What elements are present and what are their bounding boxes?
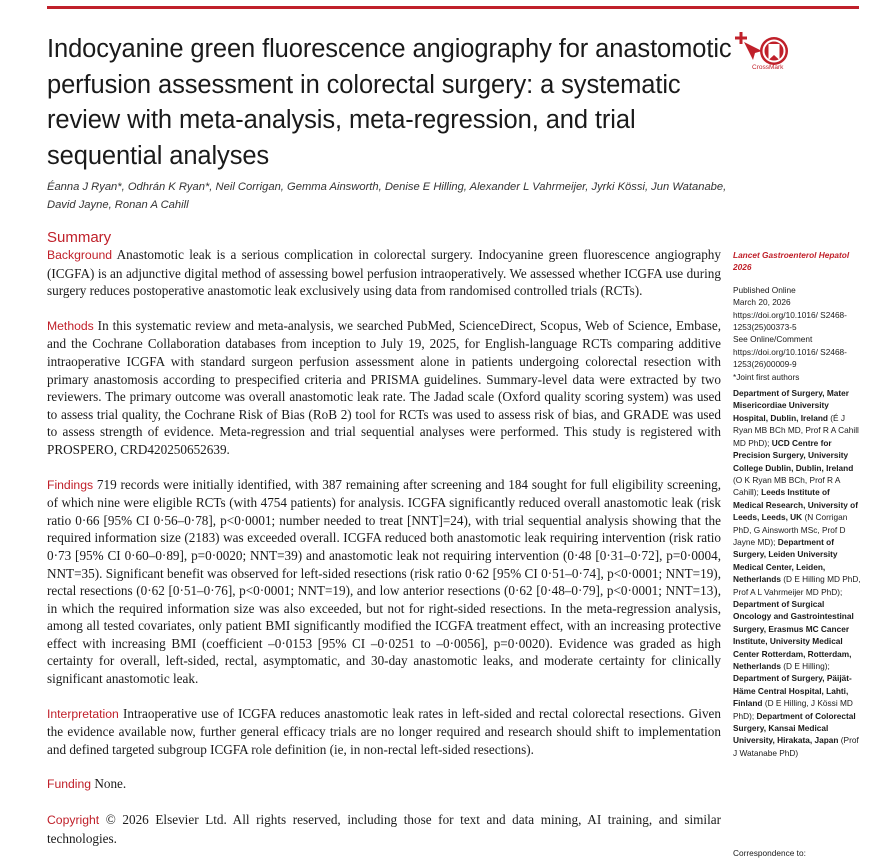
crossmark-label: CrossMark <box>752 64 784 71</box>
journal-citation: Lancet Gastroenterol Hepatol 2026 <box>733 250 850 273</box>
affiliation-institution: Department of Surgical Oncology and Gastrointestinal Surgery, Erasmus MC Cancer Institute, University Medical Center Rotterdam, Rotterdam, Netherlands <box>733 598 854 671</box>
sidebar <box>733 249 861 858</box>
section-label: Interpretation <box>47 706 119 721</box>
funding-section <box>47 775 721 794</box>
section-text: Intraoperative use of ICGFA reduces anastomotic leak rates in left-sided and rectal colorectal resections. Given the evidence available now, further general efficacy trials are no longer required and research should shift to implementation and defined targeted subgroup ICGFA role definition (ie, in non-rectal left-sided resections). <box>47 705 721 757</box>
affiliation-people: (N Corrigan PhD, G Ainsworth MSc, Prof D Jayne MD); <box>733 512 848 547</box>
methods-section <box>47 317 721 459</box>
authors-line: David Jayne, Ronan A Cahill <box>47 199 189 211</box>
section-label: Findings <box>47 477 94 492</box>
section-text: 719 records were initially identified, with 387 remaining after screening and 184 sought for full eligibility screening, of which nine were eligible RCTs (with 4754 patients) for analysis. ICGFA significantly reduced overall anastomotic leak (risk ratio 0·66 [95% CI 0·56–0·78], p<0·0001; number needed to treat [NNT]=24), with trial sequential analysis showing that the required information size (2183) was exceeded overall. ICGFA reduced both anastomotic leak requiring intervention (risk ratio 0·73 [95% CI 0·60–0·89], p=0·0020; NNT=39) and anastomotic leak not requiring intervention (0·48 [0·31–0·72], p=0·0004, NNT=35). Significant benefit was observed for left-sided resections (risk ratio 0·62 [95% CI 0·51–0·74], p<0·0001; NNT=19), rectal resections (0·62 [0·51–0·76], p<0·0001; NNT=19), and low anterior resections (0·62 [0·48–0·79], p<0·0001; NNT=13), in which the required information size was also exceeded, but not for right-sided resections. In the meta-regression analysis, among all tested covariates, only patient BMI significantly modified the ICGFA treatment effect, with an increasing protective effect with increasing BMI (coefficient –0·0153 [95% CI –0·0251 to –0·0056], p=0·0020). Evidence was graded as high certainty for overall, left-sided, rectal, asymptomatic, and 30-day anastomotic leaks, and moderate certainty for clinically significant anastomotic leak. <box>47 476 722 687</box>
affiliation-people: (O K Ryan MB BCh, Prof R A Cahill); <box>733 474 840 498</box>
joint-first-note: *Joint first authors <box>733 371 800 382</box>
section-text: © 2026 Elsevier Ltd. All rights reserved, including those for text and data mining, AI training, and similar technologies. <box>47 812 721 846</box>
authors-line: Éanna J Ryan*, Odhrán K Ryan*, Neil Corrigan, Gemma Ainsworth, Denise E Hilling, Alexander L Vahrmeijer, Jyrki Kössi, Jun Watanabe, <box>47 181 727 193</box>
section-text: None. <box>94 776 127 792</box>
top-rule <box>47 6 859 9</box>
copyright-section <box>47 811 721 847</box>
abstract-body <box>47 246 721 847</box>
affiliation-people: (Prof J Watanabe PhD) <box>733 735 859 758</box>
section-label: Funding <box>47 777 92 792</box>
interpretation-section <box>47 705 721 759</box>
correspondence-label: Correspondence to: <box>733 848 806 858</box>
affiliation-institution: Department of Colorectal Surgery, Kansai Medical University, Hirakata, Japan <box>733 710 856 746</box>
section-label: Copyright <box>47 813 100 828</box>
section-text: Anastomotic leak is a serious complication in colorectal surgery. Indocyanine green fluorescence angiography (ICGFA) is an adjunctive digital method of assessing bowel perfusion intraoperatively. We assessed whether ICGFA use during surgery reduces postoperative anastomotic leak exclusively using data from randomised controlled trials (RCTs). <box>47 247 721 299</box>
affiliation-institution: Department of Surgery, Leiden University Medical Center, Leiden, Netherlands <box>733 536 838 585</box>
affiliation-people: (É J Ryan MB BCh MD, Prof R A Cahill MD PhD); <box>733 412 859 448</box>
section-text: In this systematic review and meta-analysis, we searched PubMed, ScienceDirect, Scopus, Web of Science, Embase, and the Cochrane Collaboration databases from inception to July 19, 2025, for English-language RCTs comparing additive intraoperative ICGFA with standard surgeon perfusion assessment alone in patients undergoing colorectal resection with primary anastomosis according to prespecified criteria and PRISMA guidelines. Summary-level data were extracted by two reviewers. The primary outcome was overall anastomotic leak rate. The Jadad scale (Oxford quality scoring system) was used to assess trial quality, the Cochrane Risk of Bias (RoB 2) tool for RCTs was used to assess risk of bias, and GRADE was used to assess strength of evidence. Meta-regression and trial sequential analyses were performed. This study is registered with PROSPERO, CRD420250652639. <box>47 317 722 457</box>
doi-link[interactable]: https://doi.org/10.1016/ S2468-1253(25)00373-5 <box>733 309 847 333</box>
background-section <box>47 246 721 300</box>
title-line: sequential analyses <box>47 141 270 170</box>
affiliation-people: (D E Hilling); <box>783 661 830 671</box>
findings-section <box>47 476 721 688</box>
affiliation-institution: Department of Surgery, Mater Misericordiae University Hospital, Dublin, Ireland <box>733 388 850 423</box>
affiliation-institution: UCD Centre for Precision Surgery, University College Dublin, Dublin, Ireland <box>733 437 854 473</box>
affiliation-institution: Department of Surgery, Päijät-Häme Central Hospital, Lahti, Finland <box>733 673 852 709</box>
title-line: Indocyanine green fluorescence angiography for anastomotic <box>47 35 732 63</box>
title-line: perfusion assessment in colorectal surgery: a systematic <box>47 70 681 99</box>
section-label: Background <box>47 248 113 262</box>
see-online-label: See Online/Comment <box>733 334 813 345</box>
affiliation-institution: Leeds Institute of Medical Research, University of Leeds, Leeds, UK <box>733 487 858 523</box>
article-title <box>47 32 732 174</box>
section-label: Methods <box>47 318 94 333</box>
affiliation-people: (D E Hilling, J Kössi MD PhD); <box>733 698 853 721</box>
summary-heading: Summary <box>47 229 112 246</box>
published-date: March 20, 2026 <box>733 297 791 308</box>
published-label: Published Online <box>733 284 796 295</box>
affiliation-people: (D E Hilling MD PhD, Prof A L Vahrmeijer MD PhD); <box>733 574 861 597</box>
author-list <box>47 178 727 214</box>
comment-doi-link[interactable]: https://doi.org/10.1016/ S2468-1253(26)00009-9 <box>733 346 847 370</box>
affiliations <box>733 387 861 759</box>
title-line: review with meta-analysis, meta-regression, and trial <box>47 106 636 134</box>
